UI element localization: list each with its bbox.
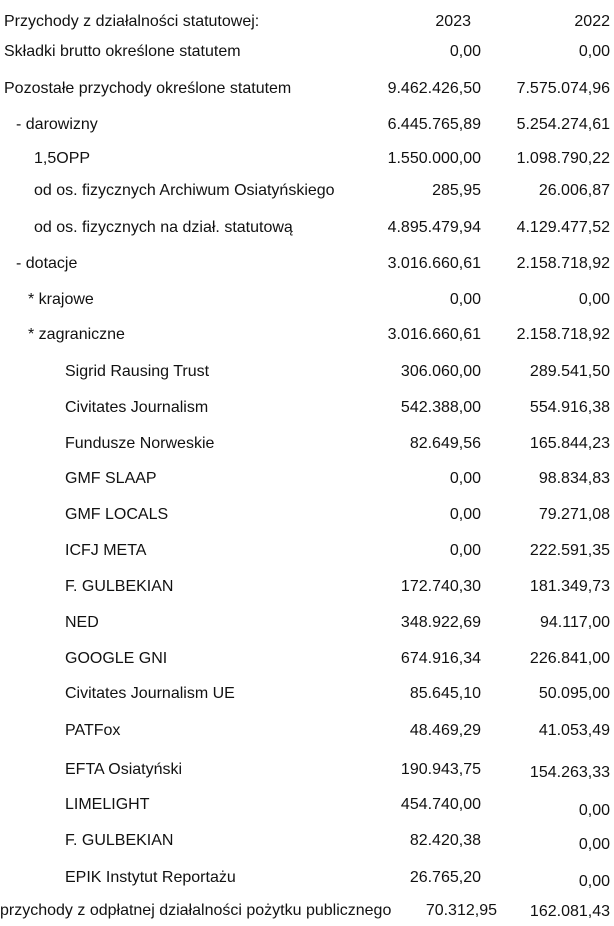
value-2023: 1.550.000,00	[387, 150, 481, 167]
value-2022: 0,00	[578, 873, 610, 890]
table-row	[0, 573, 614, 601]
value-2023: 306.060,00	[400, 363, 481, 380]
value-2022: 0,00	[578, 291, 610, 308]
row-label: LIMELIGHT	[65, 796, 150, 813]
value-2022: 226.841,00	[529, 650, 610, 667]
value-2023: 285,95	[432, 182, 481, 199]
header-row	[0, 8, 614, 36]
value-2022: 94.117,00	[540, 614, 610, 631]
row-label: Civitates Journalism UE	[65, 685, 235, 702]
table-row	[0, 250, 614, 278]
value-2023: 0,00	[449, 43, 481, 60]
value-2023: 85.645,10	[409, 685, 481, 702]
row-label: od os. fizycznych Archiwum Osiatyńskiego	[34, 182, 335, 199]
value-2023: 3.016.660,61	[387, 326, 481, 343]
value-2022: 79.271,08	[538, 506, 610, 523]
value-2023: 0,00	[449, 291, 481, 308]
value-2023: 0,00	[449, 470, 481, 487]
row-label: EPIK Instytut Reportażu	[65, 869, 236, 886]
table-row	[0, 791, 614, 819]
value-2022: 5.254.274,61	[516, 116, 610, 133]
row-label: * krajowe	[28, 291, 94, 308]
value-2022: 7.575.074,96	[516, 80, 610, 97]
row-label: Pozostałe przychody określone statutem	[4, 80, 292, 97]
table-row	[0, 756, 614, 784]
table-row	[0, 717, 614, 745]
table-row	[0, 897, 614, 925]
row-label: Fundusze Norweskie	[65, 435, 215, 452]
value-2022: 41.053,49	[538, 722, 610, 739]
value-2022: 154.263,33	[529, 764, 610, 781]
value-2023: 26.765,20	[409, 869, 481, 886]
table-row	[0, 214, 614, 242]
value-2022: 162.081,43	[529, 903, 610, 920]
value-2022: 181.349,73	[529, 578, 610, 595]
row-label: EFTA Osiatyński	[65, 761, 183, 778]
value-2022: 0,00	[578, 802, 610, 819]
value-2023: 172.740,30	[400, 578, 481, 595]
table-row	[0, 111, 614, 139]
value-2023: 542.388,00	[400, 399, 481, 416]
row-label: Civitates Journalism	[65, 399, 209, 416]
table-row	[0, 864, 614, 892]
statement-title: Przychody z działalności statutowej:	[4, 13, 260, 30]
row-label: GMF LOCALS	[65, 506, 169, 523]
row-label: * zagraniczne	[28, 326, 125, 343]
table-row	[0, 501, 614, 529]
row-label: Sigrid Rausing Trust	[65, 363, 210, 380]
table-row	[0, 394, 614, 422]
column-header-2023: 2023	[435, 13, 471, 30]
row-label: - dotacje	[16, 255, 78, 272]
table-row	[0, 321, 614, 349]
table-row	[0, 358, 614, 386]
value-2023: 4.895.479,94	[387, 219, 481, 236]
value-2023: 70.312,95	[425, 902, 497, 919]
value-2022: 4.129.477,52	[516, 219, 610, 236]
row-label: GOOGLE GNI	[65, 650, 168, 667]
value-2023: 82.649,56	[409, 435, 481, 452]
table-row	[0, 177, 614, 205]
table-row	[0, 430, 614, 458]
table-row	[0, 537, 614, 565]
table-row	[0, 38, 614, 66]
value-2023: 0,00	[449, 506, 481, 523]
table-row	[0, 645, 614, 673]
value-2023: 674.916,34	[400, 650, 481, 667]
row-label: ICFJ META	[65, 542, 147, 559]
value-2022: 0,00	[578, 43, 610, 60]
value-2022: 0,00	[578, 836, 610, 853]
value-2023: 454.740,00	[400, 796, 481, 813]
value-2022: 1.098.790,22	[516, 150, 610, 167]
row-label: F. GULBEKIAN	[65, 578, 174, 595]
table-row	[0, 609, 614, 637]
table-row	[0, 827, 614, 855]
row-label: Składki brutto określone statutem	[4, 43, 241, 60]
value-2023: 9.462.426,50	[387, 80, 481, 97]
value-2023: 3.016.660,61	[387, 255, 481, 272]
table-row	[0, 286, 614, 314]
row-label: GMF SLAAP	[65, 470, 157, 487]
value-2022: 2.158.718,92	[516, 255, 610, 272]
row-label: F. GULBEKIAN	[65, 832, 174, 849]
table-row	[0, 145, 614, 173]
row-label: - darowizny	[16, 116, 98, 133]
value-2023: 6.445.765,89	[387, 116, 481, 133]
table-row	[0, 465, 614, 493]
value-2022: 2.158.718,92	[516, 326, 610, 343]
row-label: PATFox	[65, 722, 121, 739]
value-2023: 348.922,69	[400, 614, 481, 631]
value-2022: 289.541,50	[529, 363, 610, 380]
value-2022: 98.834,83	[538, 470, 610, 487]
row-label: przychody z odpłatnej działalności pożytku publicznego	[0, 902, 392, 919]
value-2023: 0,00	[449, 542, 481, 559]
value-2023: 48.469,29	[409, 722, 481, 739]
value-2022: 165.844,23	[529, 435, 610, 452]
value-2022: 26.006,87	[538, 182, 610, 199]
value-2022: 50.095,00	[538, 685, 610, 702]
column-header-2022: 2022	[574, 13, 610, 30]
row-label: od os. fizycznych na dział. statutową	[34, 219, 293, 236]
value-2022: 554.916,38	[529, 399, 610, 416]
value-2023: 82.420,38	[409, 832, 481, 849]
table-row	[0, 75, 614, 103]
value-2023: 190.943,75	[400, 761, 481, 778]
row-label: 1,5OPP	[34, 150, 91, 167]
table-row	[0, 680, 614, 708]
row-label: NED	[65, 614, 99, 631]
value-2022: 222.591,35	[529, 542, 610, 559]
